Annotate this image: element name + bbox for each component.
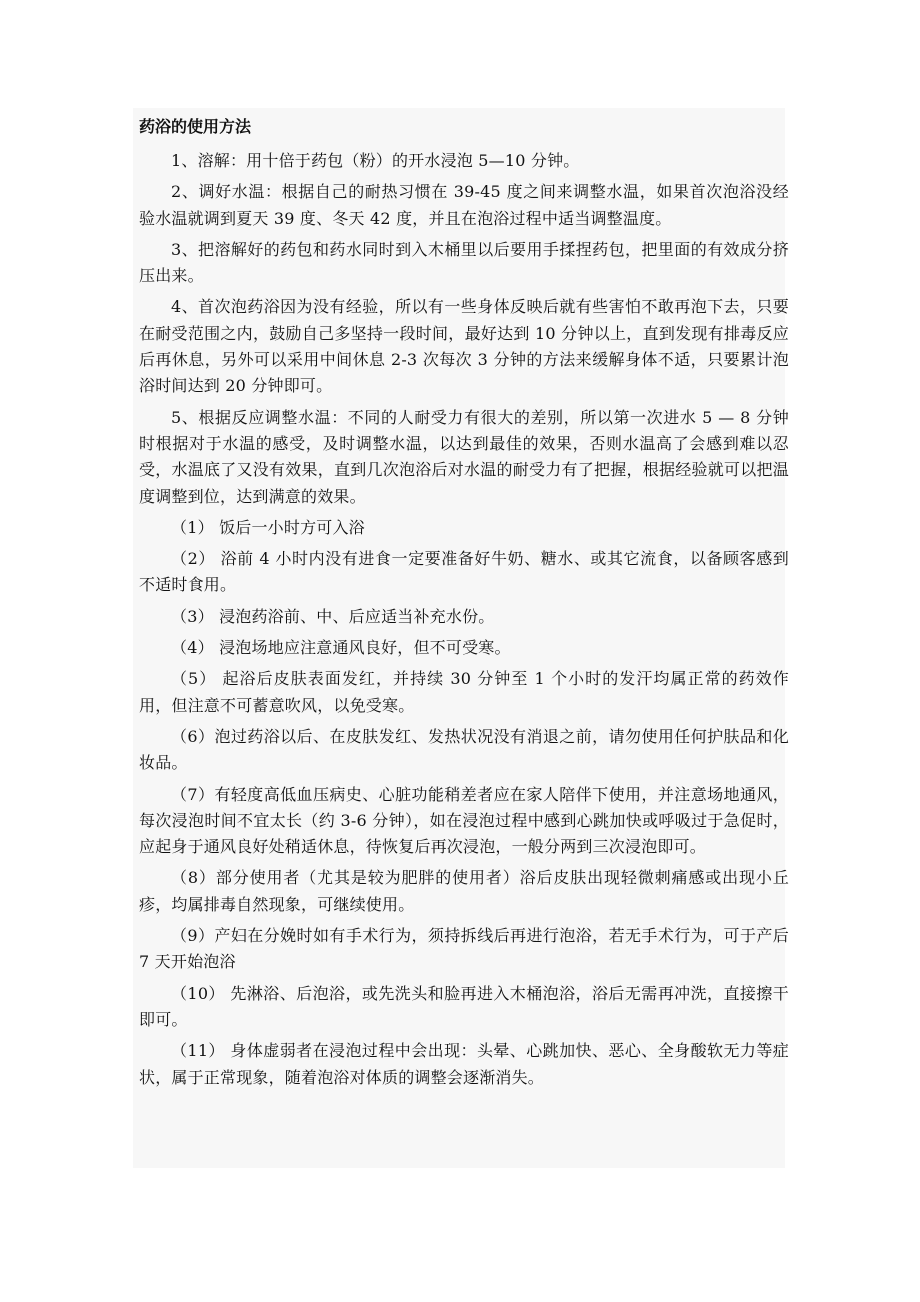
list-item: （5） 起浴后皮肤表面发红，并持续 30 分钟至 1 个小时的发汗均属正常的药效作用，但注意不可蓄意吹风，以免受寒。 xyxy=(139,669,789,715)
document-title: 药浴的使用方法 xyxy=(139,117,252,136)
list-item: （3） 浸泡药浴前、中、后应适当补充水份。 xyxy=(171,606,495,626)
paragraph: 5、根据反应调整水温：不同的人耐受力有很大的差别，所以第一次进水 5 — 8 分钟时根据对于水温的感受，及时调整水温，以达到最佳的效果，否则水温高了会感到难以忍受，水温底了又没有效果，直到几次泡浴后对水温的耐受力有了把握，根据经验就可以把温度调整到位，达到满意的效果。 xyxy=(139,407,789,506)
list-item: （4） 浸泡场地应注意通风良好，但不可受寒。 xyxy=(171,638,511,658)
list-item: （11） 身体虚弱者在浸泡过程中会出现：头晕、心跳加快、恶心、全身酸软无力等症状，属于正常现象，随着泡浴对体质的调整会逐渐消失。 xyxy=(139,1041,789,1087)
list-item: （10） 先淋浴、后泡浴，或先洗头和脸再进入木桶泡浴，浴后无需再冲洗，直接擦干即可。 xyxy=(139,983,789,1029)
paragraph: 2、调好水温：根据自己的耐热习惯在 39-45 度之间来调整水温，如果首次泡浴没经验水温就调到夏天 39 度、冬天 42 度，并且在泡浴过程中适当调整温度。 xyxy=(139,182,789,228)
list-item: （2） 浴前 4 小时内没有进食一定要准备好牛奶、糖水、或其它流食，以备顾客感到不适时食用。 xyxy=(139,549,789,595)
document-body xyxy=(139,114,789,1096)
list-item: （8）部分使用者（尤其是较为肥胖的使用者）浴后皮肤出现轻微刺痛感或出现小丘疹，均属排毒自然现象，可继续使用。 xyxy=(139,868,789,914)
list-item: （6）泡过药浴以后、在皮肤发红、发热状况没有消退之前，请勿使用任何护肤品和化妆品。 xyxy=(139,726,789,773)
list-item: （7）有轻度高低血压病史、心脏功能稍差者应在家人陪伴下使用，并注意场地通风，每次浸泡时间不宜太长（约 3-6 分钟），如在浸泡过程中感到心跳加快或呼吸过于急促时，应起身于通风良好处稍适休息，待恢复后再次浸泡，一般分两到三次浸泡即可。 xyxy=(139,784,789,857)
paragraph: 1、溶解：用十倍于药包（粉）的开水浸泡 5—10 分钟。 xyxy=(171,151,580,170)
paragraph: 3、把溶解好的药包和药水同时到入木桶里以后要用手揉捏药包，把里面的有效成分挤压出来。 xyxy=(139,239,789,286)
list-item: （1） 饭后一小时方可入浴 xyxy=(171,517,365,537)
list-item: （9）产妇在分娩时如有手术行为，须持拆线后再进行泡浴，若无手术行为，可于产后 7 天开始泡浴 xyxy=(139,926,789,972)
paragraph: 4、首次泡药浴因为没有经验，所以有一些身体反映后就有些害怕不敢再泡下去，只要在耐受范围之内，鼓励自己多坚持一段时间，最好达到 10 分钟以上，直到发现有排毒反应后再休息，另外可以采用中间休息 2-3 次每次 3 分钟的方法来缓解身体不适，只要累计泡浴时间达到 20 分钟即可。 xyxy=(139,297,789,396)
